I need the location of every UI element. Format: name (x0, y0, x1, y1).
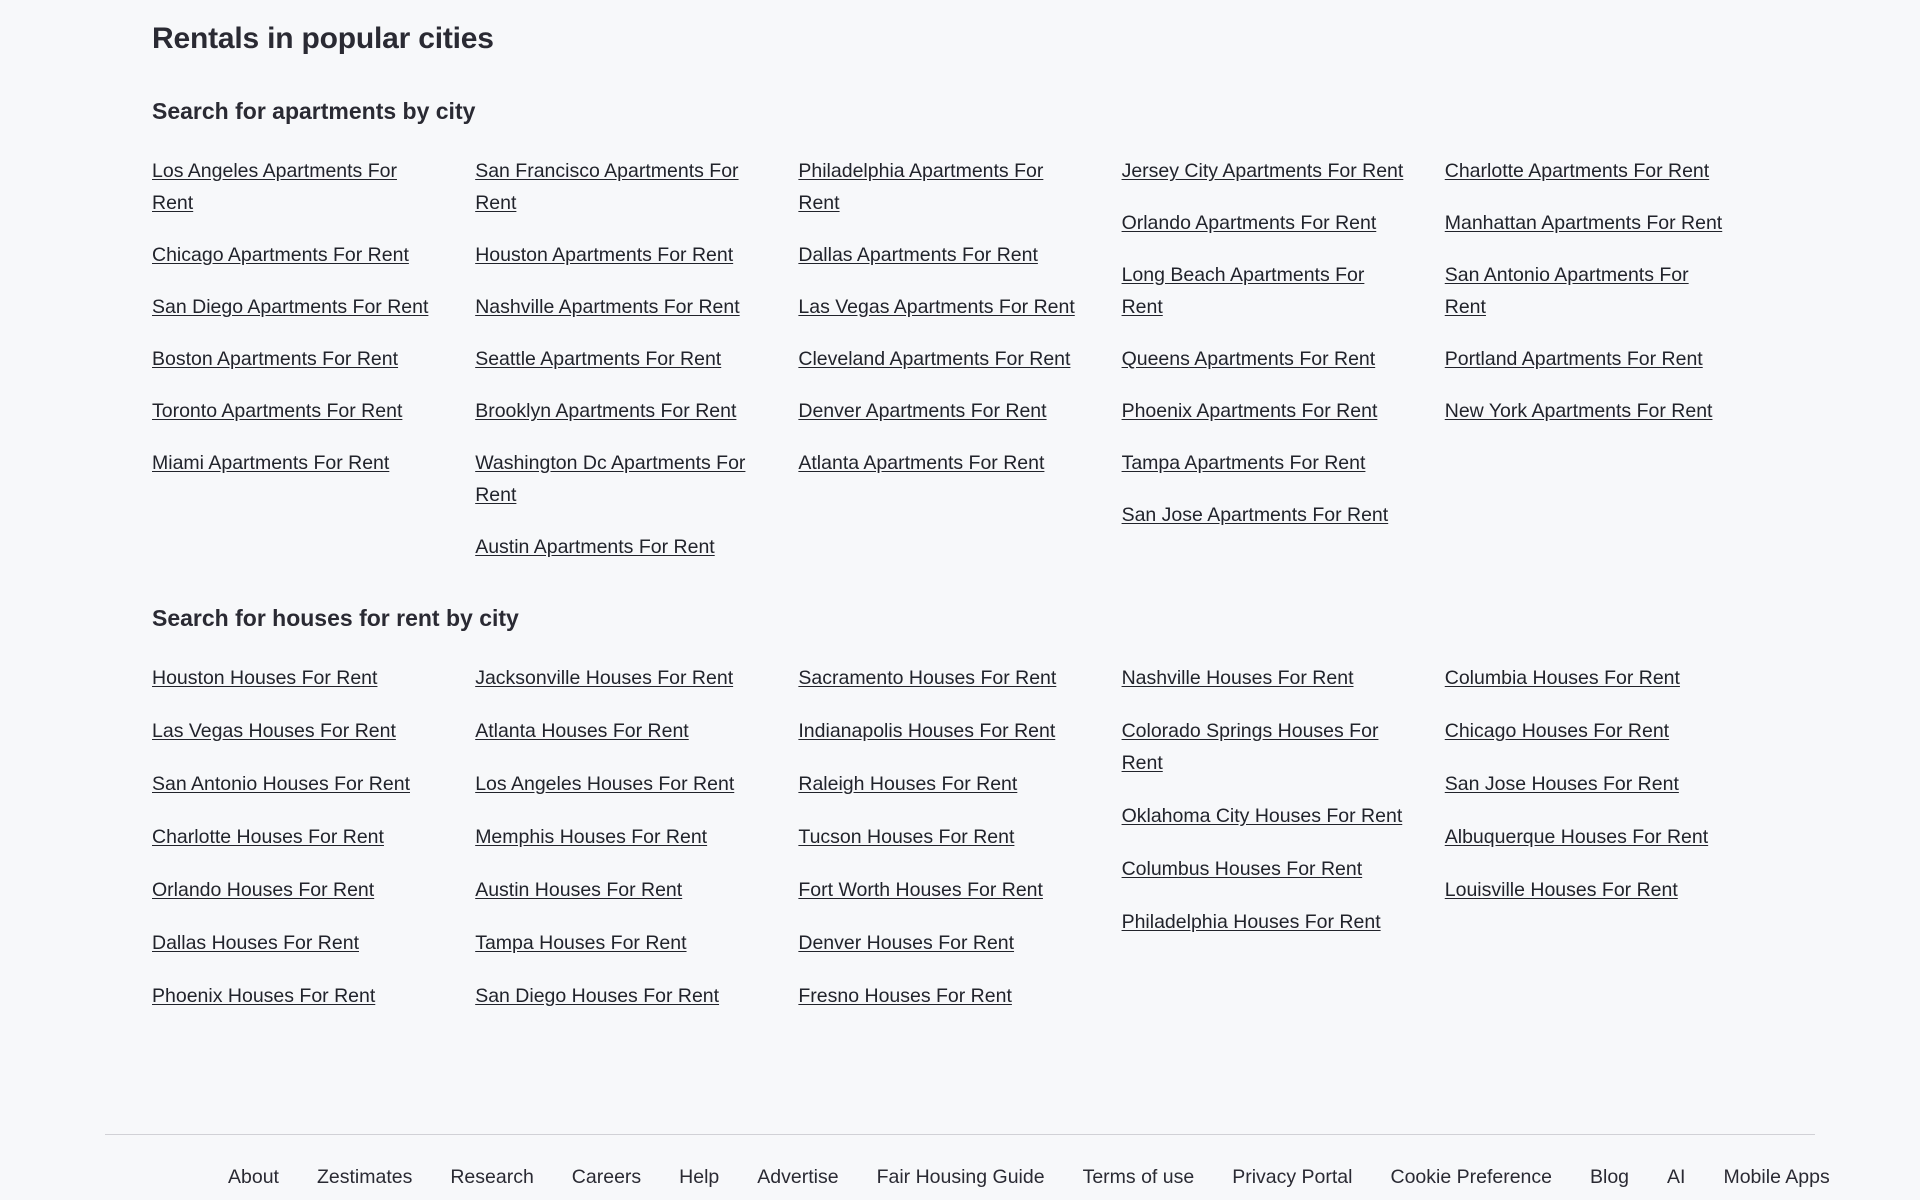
footer-link-mobile-apps[interactable]: Mobile Apps (1723, 1166, 1830, 1188)
houses-column-1 (152, 662, 475, 1033)
apartments-link[interactable]: Queens Apartments For Rent (1121, 348, 1376, 370)
houses-link[interactable]: Colorado Springs Houses For Rent (1121, 720, 1379, 774)
apartments-link[interactable]: Denver Apartments For Rent (798, 400, 1047, 422)
houses-link[interactable]: Fort Worth Houses For Rent (798, 879, 1043, 901)
footer-link-research[interactable]: Research (450, 1166, 534, 1188)
footer-link-zestimates[interactable]: Zestimates (316, 1166, 413, 1188)
apartments-link[interactable]: Washington Dc Apartments For Rent (475, 452, 746, 506)
houses-link[interactable]: Indianapolis Houses For Rent (798, 720, 1056, 742)
apartments-link[interactable]: Charlotte Apartments For Rent (1444, 160, 1710, 182)
apartments-link[interactable]: Manhattan Apartments For Rent (1444, 212, 1723, 234)
footer-link-careers[interactable]: Careers (571, 1166, 642, 1188)
apartments-link[interactable]: Los Angeles Apartments For Rent (152, 160, 397, 214)
houses-link[interactable]: Albuquerque Houses For Rent (1444, 826, 1709, 848)
houses-link[interactable]: Columbus Houses For Rent (1121, 858, 1363, 880)
houses-link[interactable]: Jacksonville Houses For Rent (475, 667, 734, 689)
apartments-link[interactable]: Chicago Apartments For Rent (152, 244, 409, 266)
footer-link-cookie-preference[interactable]: Cookie Preference (1390, 1166, 1552, 1188)
houses-column-4 (1122, 662, 1445, 1033)
houses-link[interactable]: San Jose Houses For Rent (1444, 773, 1679, 795)
houses-link[interactable]: Fresno Houses For Rent (798, 985, 1012, 1007)
apartments-link[interactable]: Nashville Apartments For Rent (475, 296, 740, 318)
apartments-heading: Search for apartments by city (152, 98, 476, 124)
houses-link[interactable]: Memphis Houses For Rent (475, 826, 708, 848)
footer-link-blog[interactable]: Blog (1590, 1166, 1630, 1188)
footer-divider (105, 1134, 1815, 1135)
apartments-column-5 (1445, 155, 1768, 563)
houses-column-3 (798, 662, 1121, 1033)
footer-link-terms-of-use[interactable]: Terms of use (1082, 1166, 1195, 1188)
houses-link[interactable]: Orlando Houses For Rent (152, 879, 375, 901)
houses-link-columns (152, 632, 1768, 1033)
apartments-link[interactable]: Tampa Apartments For Rent (1121, 452, 1366, 474)
apartments-link[interactable]: Austin Apartments For Rent (475, 536, 715, 558)
houses-link[interactable]: Dallas Houses For Rent (152, 932, 359, 954)
apartments-column-4 (1122, 155, 1445, 563)
footer-link-ai[interactable]: AI (1667, 1166, 1686, 1188)
houses-link[interactable]: Austin Houses For Rent (475, 879, 683, 901)
apartments-column-2 (475, 155, 798, 563)
apartments-link[interactable]: Orlando Apartments For Rent (1121, 212, 1377, 234)
apartments-link[interactable]: Houston Apartments For Rent (475, 244, 734, 266)
apartments-link[interactable]: Jersey City Apartments For Rent (1121, 160, 1404, 182)
footer-link-fair-housing-guide[interactable]: Fair Housing Guide (876, 1166, 1045, 1188)
houses-link[interactable]: Oklahoma City Houses For Rent (1121, 805, 1403, 827)
apartments-link[interactable]: Brooklyn Apartments For Rent (475, 400, 737, 422)
houses-heading: Search for houses for rent by city (152, 605, 519, 631)
apartments-link[interactable]: Toronto Apartments For Rent (152, 400, 403, 422)
houses-link[interactable]: Columbia Houses For Rent (1444, 667, 1680, 689)
footer (0, 1166, 1920, 1189)
apartments-link[interactable]: San Jose Apartments For Rent (1121, 504, 1389, 526)
houses-link[interactable]: San Antonio Houses For Rent (152, 773, 410, 795)
houses-link[interactable]: San Diego Houses For Rent (475, 985, 720, 1007)
footer-links (152, 1166, 1830, 1189)
houses-link[interactable]: Phoenix Houses For Rent (152, 985, 376, 1007)
apartments-link[interactable]: Cleveland Apartments For Rent (798, 348, 1071, 370)
apartments-link[interactable]: Long Beach Apartments For Rent (1121, 264, 1365, 318)
apartments-column-3 (798, 155, 1121, 563)
apartments-link[interactable]: San Antonio Apartments For Rent (1444, 264, 1689, 318)
apartments-link[interactable]: Boston Apartments For Rent (152, 348, 399, 370)
houses-link[interactable]: Las Vegas Houses For Rent (152, 720, 396, 742)
footer-link-help[interactable]: Help (679, 1166, 720, 1188)
footer-link-privacy-portal[interactable]: Privacy Portal (1232, 1166, 1353, 1188)
footer-link-advertise[interactable]: Advertise (757, 1166, 839, 1188)
footer-link-about[interactable]: About (228, 1166, 279, 1188)
apartments-link[interactable]: Las Vegas Apartments For Rent (798, 296, 1075, 318)
houses-link[interactable]: Nashville Houses For Rent (1121, 667, 1354, 689)
houses-link[interactable]: Denver Houses For Rent (798, 932, 1015, 954)
apartments-column-1 (152, 155, 475, 563)
houses-link[interactable]: Philadelphia Houses For Rent (1121, 911, 1381, 933)
houses-column-2 (475, 662, 798, 1033)
apartments-link[interactable]: Philadelphia Apartments For Rent (798, 160, 1044, 214)
apartments-link[interactable]: Atlanta Apartments For Rent (798, 452, 1045, 474)
apartments-link[interactable]: Dallas Apartments For Rent (798, 244, 1038, 266)
page-title: Rentals in popular cities (152, 22, 494, 55)
houses-link[interactable]: Atlanta Houses For Rent (475, 720, 689, 742)
apartments-link[interactable]: Phoenix Apartments For Rent (1121, 400, 1378, 422)
apartments-link-columns (152, 125, 1768, 563)
houses-link[interactable]: Charlotte Houses For Rent (152, 826, 384, 848)
houses-link[interactable]: Los Angeles Houses For Rent (475, 773, 735, 795)
apartments-link[interactable]: Portland Apartments For Rent (1444, 348, 1703, 370)
apartments-link[interactable]: San Diego Apartments For Rent (152, 296, 429, 318)
apartments-link[interactable]: New York Apartments For Rent (1444, 400, 1713, 422)
houses-link[interactable]: Chicago Houses For Rent (1444, 720, 1670, 742)
houses-column-5 (1445, 662, 1768, 1033)
apartments-link[interactable]: Miami Apartments For Rent (152, 452, 390, 474)
houses-link[interactable]: Tampa Houses For Rent (475, 932, 687, 954)
apartments-link[interactable]: San Francisco Apartments For Rent (475, 160, 739, 214)
houses-link[interactable]: Raleigh Houses For Rent (798, 773, 1018, 795)
houses-link[interactable]: Sacramento Houses For Rent (798, 667, 1057, 689)
houses-link[interactable]: Louisville Houses For Rent (1444, 879, 1678, 901)
houses-link[interactable]: Tucson Houses For Rent (798, 826, 1015, 848)
houses-link[interactable]: Houston Houses For Rent (152, 667, 378, 689)
apartments-link[interactable]: Seattle Apartments For Rent (475, 348, 722, 370)
